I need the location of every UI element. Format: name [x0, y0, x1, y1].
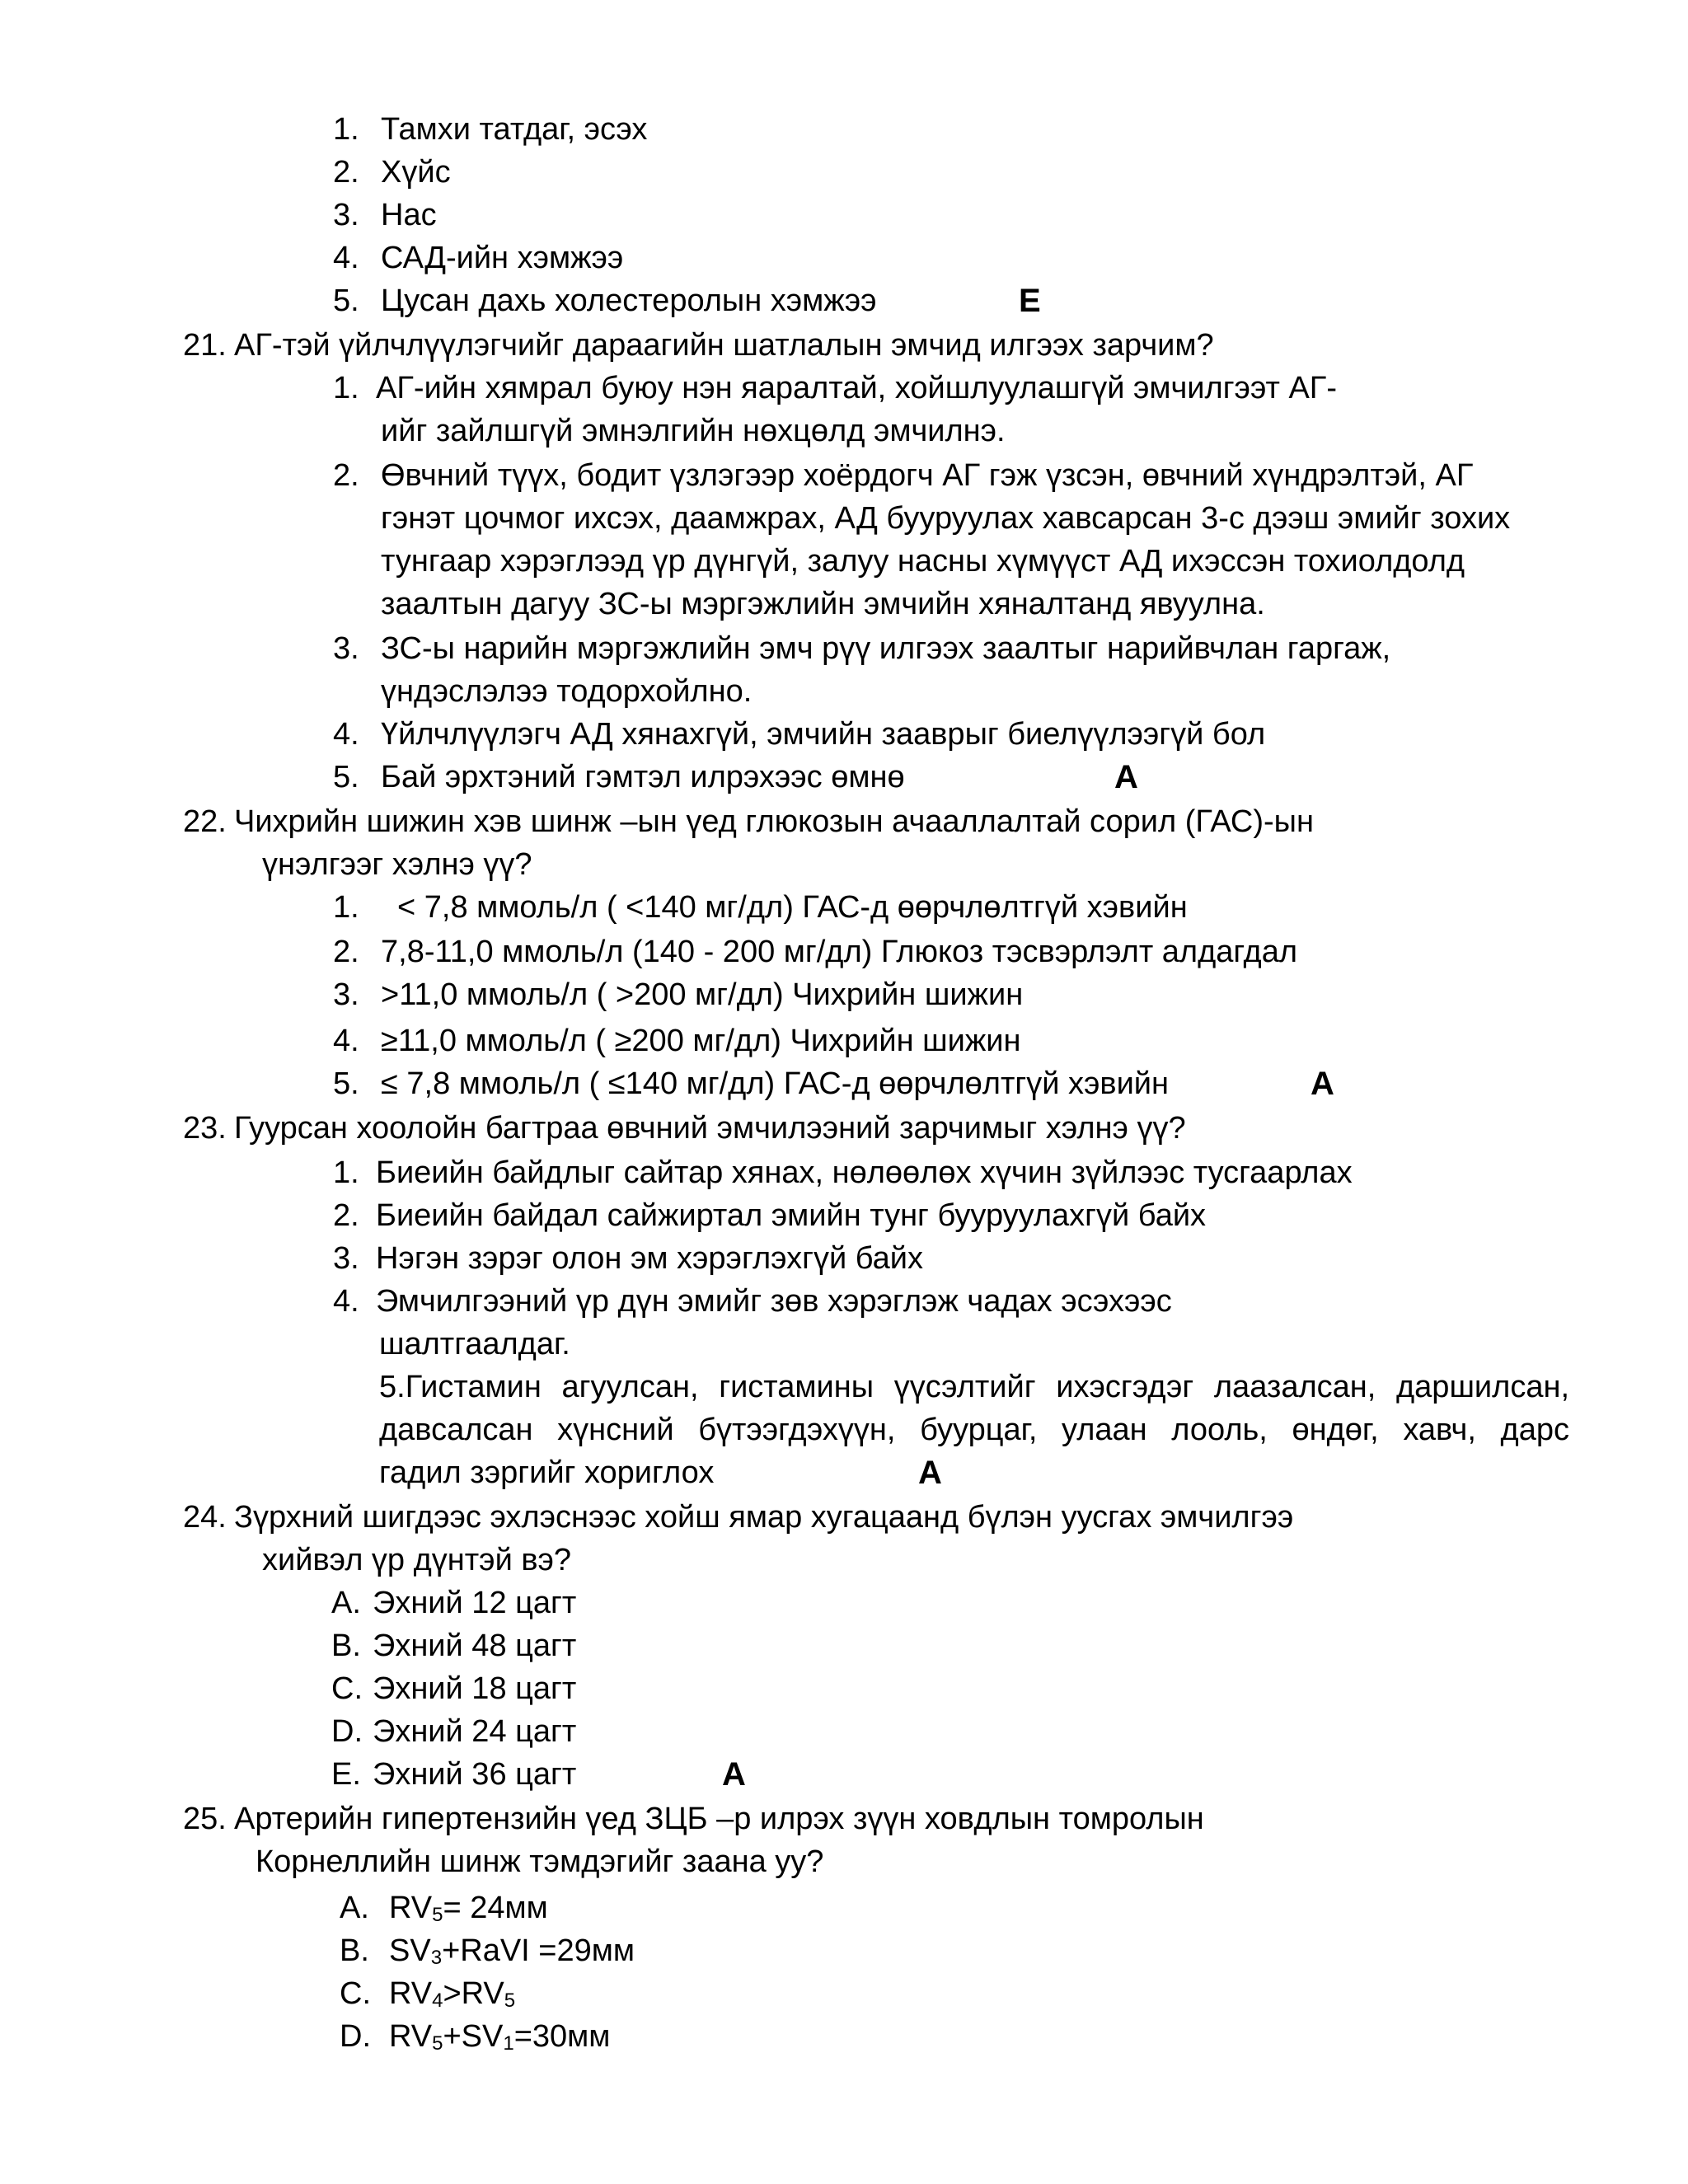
list-item-continuation: тунгаар хэрэглээд үр дүнгүй, залуу насны хүмүүст АД ихэссэн тохиолдолд — [381, 544, 1465, 579]
question-22: 22. Чихрийн шижин хэв шинж –ын үед глюкозын ачааллалтай сорил (ГАС)-ын — [183, 804, 1314, 839]
answer-key: A — [918, 1455, 942, 1491]
list-item-continuation: үндэслэлээ тодорхойлно. — [381, 674, 753, 709]
question-continuation: үнэлгээг хэлнэ үү? — [262, 847, 532, 882]
question-25: 25. Артерийн гипертензийн үед ЗЦБ –р илрэх зүүн ховдлын томролын — [183, 1802, 1204, 1836]
answer-key: E — [1019, 283, 1041, 319]
question-continuation: Корнеллийн шинж тэмдэгийг заана уу? — [256, 1844, 824, 1879]
list-item-continuation: гэнэт цочмог ихсэх, даамжрах, АД бууруулах хавсарсан 3-с дээш эмийг зохих — [381, 501, 1511, 536]
answer-key: A — [1311, 1066, 1334, 1102]
question-23: 23. Гуурсан хоолойн багтраа өвчний эмчилээний зарчимыг хэлнэ үү? — [183, 1111, 1186, 1146]
question-24: 24. Зүрхний шигдээс эхлэснээс хойш ямар хугацаанд бүлэн уусгах эмчилгээ — [183, 1500, 1294, 1535]
answer-key: A — [1114, 759, 1138, 795]
question-continuation: хийвэл үр дүнтэй вэ? — [262, 1543, 572, 1577]
list-item-continuation: гадил зэргийг хориглох — [379, 1455, 715, 1490]
list-item-continuation: заалтын дагуу ЗС-ы мэргэжлийн эмчийн хяналтанд явуулна. — [381, 587, 1265, 621]
document-page: 1. Тамхи татдаг, эсэх 2. Хүйс 3. Нас 4. САД-ийн хэмжээ 5. Цусан дахь холестеролын хэмжээ E 21. АГ-тэй үйлчлүүлэгчийг дараагийн шатлалын эмчид илгээх зарчим? 1. АГ-ийн хямрал буюу нэн яаралтай, хойшлуулашгүй эмчилгээт АГ- ийг зайлшгүй эмнэлгийн нөхцөлд эмчилнэ. 2. Өвчний түүх, бодит үзлэгээр хоёрдогч АГ гэж үзсэн, өвчний хүндрэлтэй, АГ гэнэт цочмог ихсэх, даамжрах, АД бууруулах хавсарсан 3-с дээш эмийг зохих тунгаар хэрэглээд үр дүнгүй, залуу насны хүмүүст АД ихэссэн тохиолдолд заалтын дагуу ЗС-ы мэргэжлийн эмчийн хяналтанд явуулна. 3. ЗС-ы нарийн мэргэжлийн эмч рүү илгээх заалтыг нарийвчлан гаргаж, үндэслэлээ тодорхойлно. 4. Үйлчлүүлэгч АД хянахгүй, эмчийн зааврыг биелүүлээгүй бол 5. Бай эрхтэний гэмтэл илрэхээс өмнө A 22. Чихрийн шижин хэв шинж –ын үед глюкозын ачааллалтай сорил (ГАС)-ын үнэлгээг хэлнэ үү? 1. < 7,8 ммоль/л ( <140 мг/дл) ГАС-д өөрчлөлтгүй хэвийн 2. 7,8-11,0 ммоль/л (140 - 200 мг/дл) Глюкоз тэсвэрлэлт алдагдал 3. >11,0 ммоль/л ( >200 мг/дл) Чихрийн шижин 4. ≥11,0 ммоль/л ( ≥200 мг/дл) Чихрийн шижин 5. ≤ 7,8 ммоль/л ( ≤140 мг/дл) ГАС-д өөрчлөлтгүй хэвийн A 23. Гуурсан хоолойн багтраа өвчний эмчилээний зарчимыг хэлнэ үү? 1. Биеийн байдлыг сайтар хянах, нөлөөлөх хүчин зүйлээс тусгаарлах 2. Биеийн байдал сайжиртал эмийн тунг бууруулахгүй байх 3. Нэгэн зэрэг олон эм хэрэглэхгүй байх 4. Эмчилгээний үр дүн эмийг зөв хэрэглэж чадах эсэхээс шалтгаалдаг. 5.Гистамин агуулсан, гистамины үүсэлтийг ихэсгэдэг лаазалсан, даршилсан, давсалсан хүнсний бүтээгдэхүүн, буурцаг, улаан лооль, өндөг, хавч, дарс гадил зэргийг хориглох A 24. Зүрхний шигдээс эхлэснээс хойш ямар хугацаанд бүлэн уусгах эмчилгээ хийвэл үр дүнтэй вэ? A. Эхний 12 цагт B. Эхний 48 цагт C. Эхний 18 цагт D. Эхний 24 цагт E. Эхний 36 цагт A 25. Артерийн гипертензийн үед ЗЦБ –р илрэх зүүн ховдлын томролын Корнеллийн шинж тэмдэгийг заана уу? A. $RV_5= 24мм$ B. $SV_3+RaVI =29мм$ C. $RV_4>RV_5$ D. $RV_5+SV_1=30мм$ — [183, 112, 1569, 2055]
list-item-continuation: ийг зайлшгүй эмнэлгийн нөхцөлд эмчилнэ. — [381, 414, 1006, 448]
question-21: 21. АГ-тэй үйлчлүүлэгчийг дараагийн шатлалын эмчид илгээх зарчим? — [183, 328, 1214, 363]
list-item-continuation: шалтгаалдаг. — [379, 1327, 570, 1361]
answer-key: A — [722, 1756, 746, 1793]
list-item: 5.Гистамин агуулсан, гистамины үүсэлтийг ихэсгэдэг лаазалсан, даршилсан, — [379, 1370, 1569, 1404]
list-item-continuation: давсалсан хүнсний бүтээгдэхүүн, буурцаг, улаан лооль, өндөг, хавч, дарс — [379, 1413, 1569, 1447]
